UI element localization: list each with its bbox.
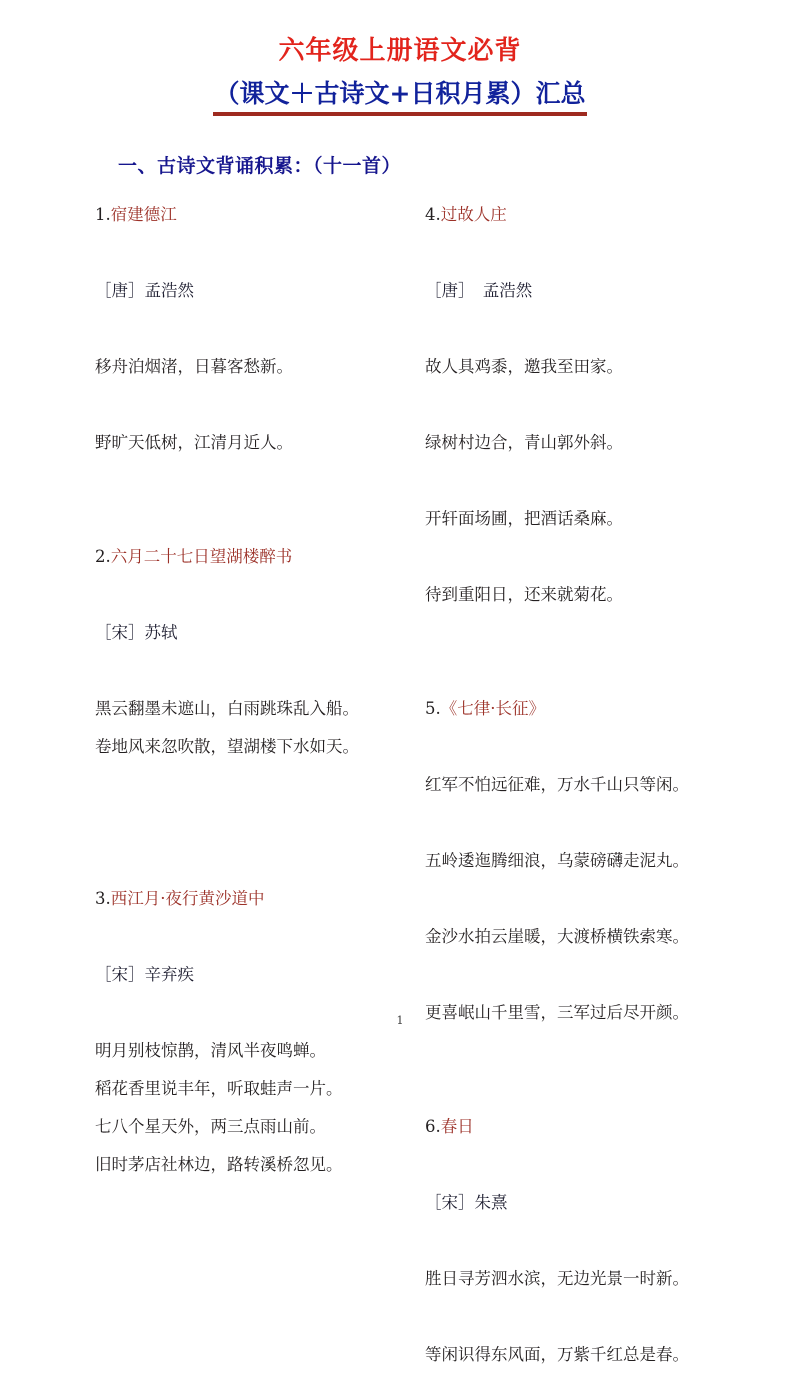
poem-verse-line — [425, 348, 755, 386]
poem-verse-text: 胜日寻芳泗水滨，无边光景一时新。 — [425, 1269, 689, 1288]
poem-verse-line — [425, 1336, 755, 1374]
line-spacer — [425, 234, 755, 272]
poem-verse-line — [425, 1260, 755, 1298]
poem-title-text: 西江月·夜行黄沙道中 — [110, 889, 265, 908]
poem-verse-text: 红军不怕远征难，万水千山只等闲。 — [425, 775, 689, 794]
line-spacer — [425, 1070, 755, 1108]
line-spacer — [95, 234, 415, 272]
poem-column-right — [425, 196, 755, 1374]
poem-verse-line — [95, 348, 415, 386]
poem-verse-line — [95, 1032, 415, 1070]
poem-verse-text: 明月别枝惊鹊，清风半夜鸣蝉。 — [95, 1041, 326, 1060]
poem-verse-text: 金沙水拍云崖暖，大渡桥横铁索寒。 — [425, 927, 689, 946]
poem-number: 5. — [425, 699, 441, 718]
poem-verse-line — [425, 424, 755, 462]
line-spacer — [425, 728, 755, 766]
poem-verse-line — [95, 1070, 415, 1108]
line-spacer — [425, 1146, 755, 1184]
line-spacer — [95, 462, 415, 500]
poem-verse-line — [425, 918, 755, 956]
poem-author — [95, 614, 415, 652]
poem-title — [425, 1108, 755, 1146]
poem-title — [95, 538, 415, 576]
poem-verse-text: 稻花香里说丰年，听取蛙声一片。 — [95, 1079, 343, 1098]
poem-verse-line — [425, 842, 755, 880]
poem-verse-text: 卷地风来忽吹散，望湖楼下水如天。 — [95, 737, 359, 756]
line-spacer — [425, 614, 755, 652]
poem-verse-text: 野旷天低树，江清月近人。 — [95, 433, 293, 452]
title-underline-rule — [213, 112, 588, 116]
line-spacer — [95, 918, 415, 956]
poem-number: 3. — [95, 889, 111, 908]
poem-author — [95, 956, 415, 994]
poem-title-text: 六月二十七日望湖楼醉书 — [110, 547, 293, 566]
line-spacer — [425, 310, 755, 348]
line-spacer — [425, 538, 755, 576]
poem-verse-line — [425, 766, 755, 804]
poem-number: 4. — [425, 205, 441, 224]
poem-author-text: ［宋］辛弃疾 — [95, 965, 194, 984]
poem-verse-text: 待到重阳日，还来就菊花。 — [425, 585, 623, 604]
poem-title — [425, 690, 755, 728]
poem-title-text: 过故人庄 — [440, 205, 507, 224]
line-spacer — [425, 880, 755, 918]
line-spacer — [95, 310, 415, 348]
line-spacer — [425, 804, 755, 842]
line-spacer — [95, 842, 415, 880]
page-title-secondary-wrap — [211, 77, 590, 110]
line-spacer — [425, 1298, 755, 1336]
poem-author-text: ［唐］ 孟浩然 — [425, 281, 533, 300]
poem-verse-line — [425, 500, 755, 538]
poem-verse-line — [95, 1108, 415, 1146]
poem-verse-line — [95, 728, 415, 766]
line-spacer — [95, 386, 415, 424]
poem-number: 6. — [425, 1117, 441, 1136]
poem-verse-line — [95, 1146, 415, 1184]
poem-verse-text: 移舟泊烟渚，日暮客愁新。 — [95, 357, 293, 376]
document-title-block — [0, 34, 800, 110]
poem-title-text: 宿建德江 — [110, 205, 177, 224]
poem-title — [425, 196, 755, 234]
poem-verse-line — [95, 690, 415, 728]
poem-author — [425, 1184, 755, 1222]
poem-author-text: ［唐］孟浩然 — [95, 281, 194, 300]
poem-number: 2. — [95, 547, 111, 566]
poem-verse-text: 等闲识得东风面，万紫千红总是春。 — [425, 1345, 689, 1364]
line-spacer — [425, 462, 755, 500]
poem-author — [425, 272, 755, 310]
poem-verse-text: 故人具鸡黍，邀我至田家。 — [425, 357, 623, 376]
poem-verse-text: 开轩面场圃，把酒话桑麻。 — [425, 509, 623, 528]
poem-verse-line — [95, 424, 415, 462]
poem-author — [95, 272, 415, 310]
poem-verse-text: 黑云翻墨未遮山，白雨跳珠乱入船。 — [95, 699, 359, 718]
poem-column-left — [95, 196, 415, 1184]
poem-author-text: ［宋］苏轼 — [95, 623, 178, 642]
line-spacer — [425, 1222, 755, 1260]
line-spacer — [425, 652, 755, 690]
section-heading: 一、古诗文背诵积累：（十一首） — [118, 155, 402, 177]
poem-title-text: 春日 — [440, 1117, 474, 1136]
poem-author-text: ［宋］朱熹 — [425, 1193, 508, 1212]
poem-title — [95, 196, 415, 234]
poem-title-text: 《七律·长征》 — [440, 699, 545, 718]
poem-verse-text: 七八个星天外，两三点雨山前。 — [95, 1117, 326, 1136]
line-spacer — [425, 386, 755, 424]
line-spacer — [95, 576, 415, 614]
poem-title — [95, 880, 415, 918]
poem-number: 1. — [95, 205, 111, 224]
page-title-secondary: （课文＋古诗文+日积月累）汇总 — [214, 79, 586, 108]
poem-verse-line — [425, 576, 755, 614]
poem-verse-text: 更喜岷山千里雪，三军过后尽开颜。 — [425, 1003, 689, 1022]
line-spacer — [95, 804, 415, 842]
poem-verse-text: 旧时茅店社林边，路转溪桥忽见。 — [95, 1155, 343, 1174]
line-spacer — [95, 500, 415, 538]
page-title-primary: 六年级上册语文必背 — [278, 36, 522, 66]
line-spacer — [425, 956, 755, 994]
page-number: 1 — [396, 1014, 404, 1027]
poem-verse-text: 五岭逶迤腾细浪，乌蒙磅礴走泥丸。 — [425, 851, 689, 870]
poem-verse-text: 绿树村边合，青山郭外斜。 — [425, 433, 623, 452]
line-spacer — [425, 1032, 755, 1070]
line-spacer — [95, 652, 415, 690]
line-spacer — [95, 766, 415, 804]
